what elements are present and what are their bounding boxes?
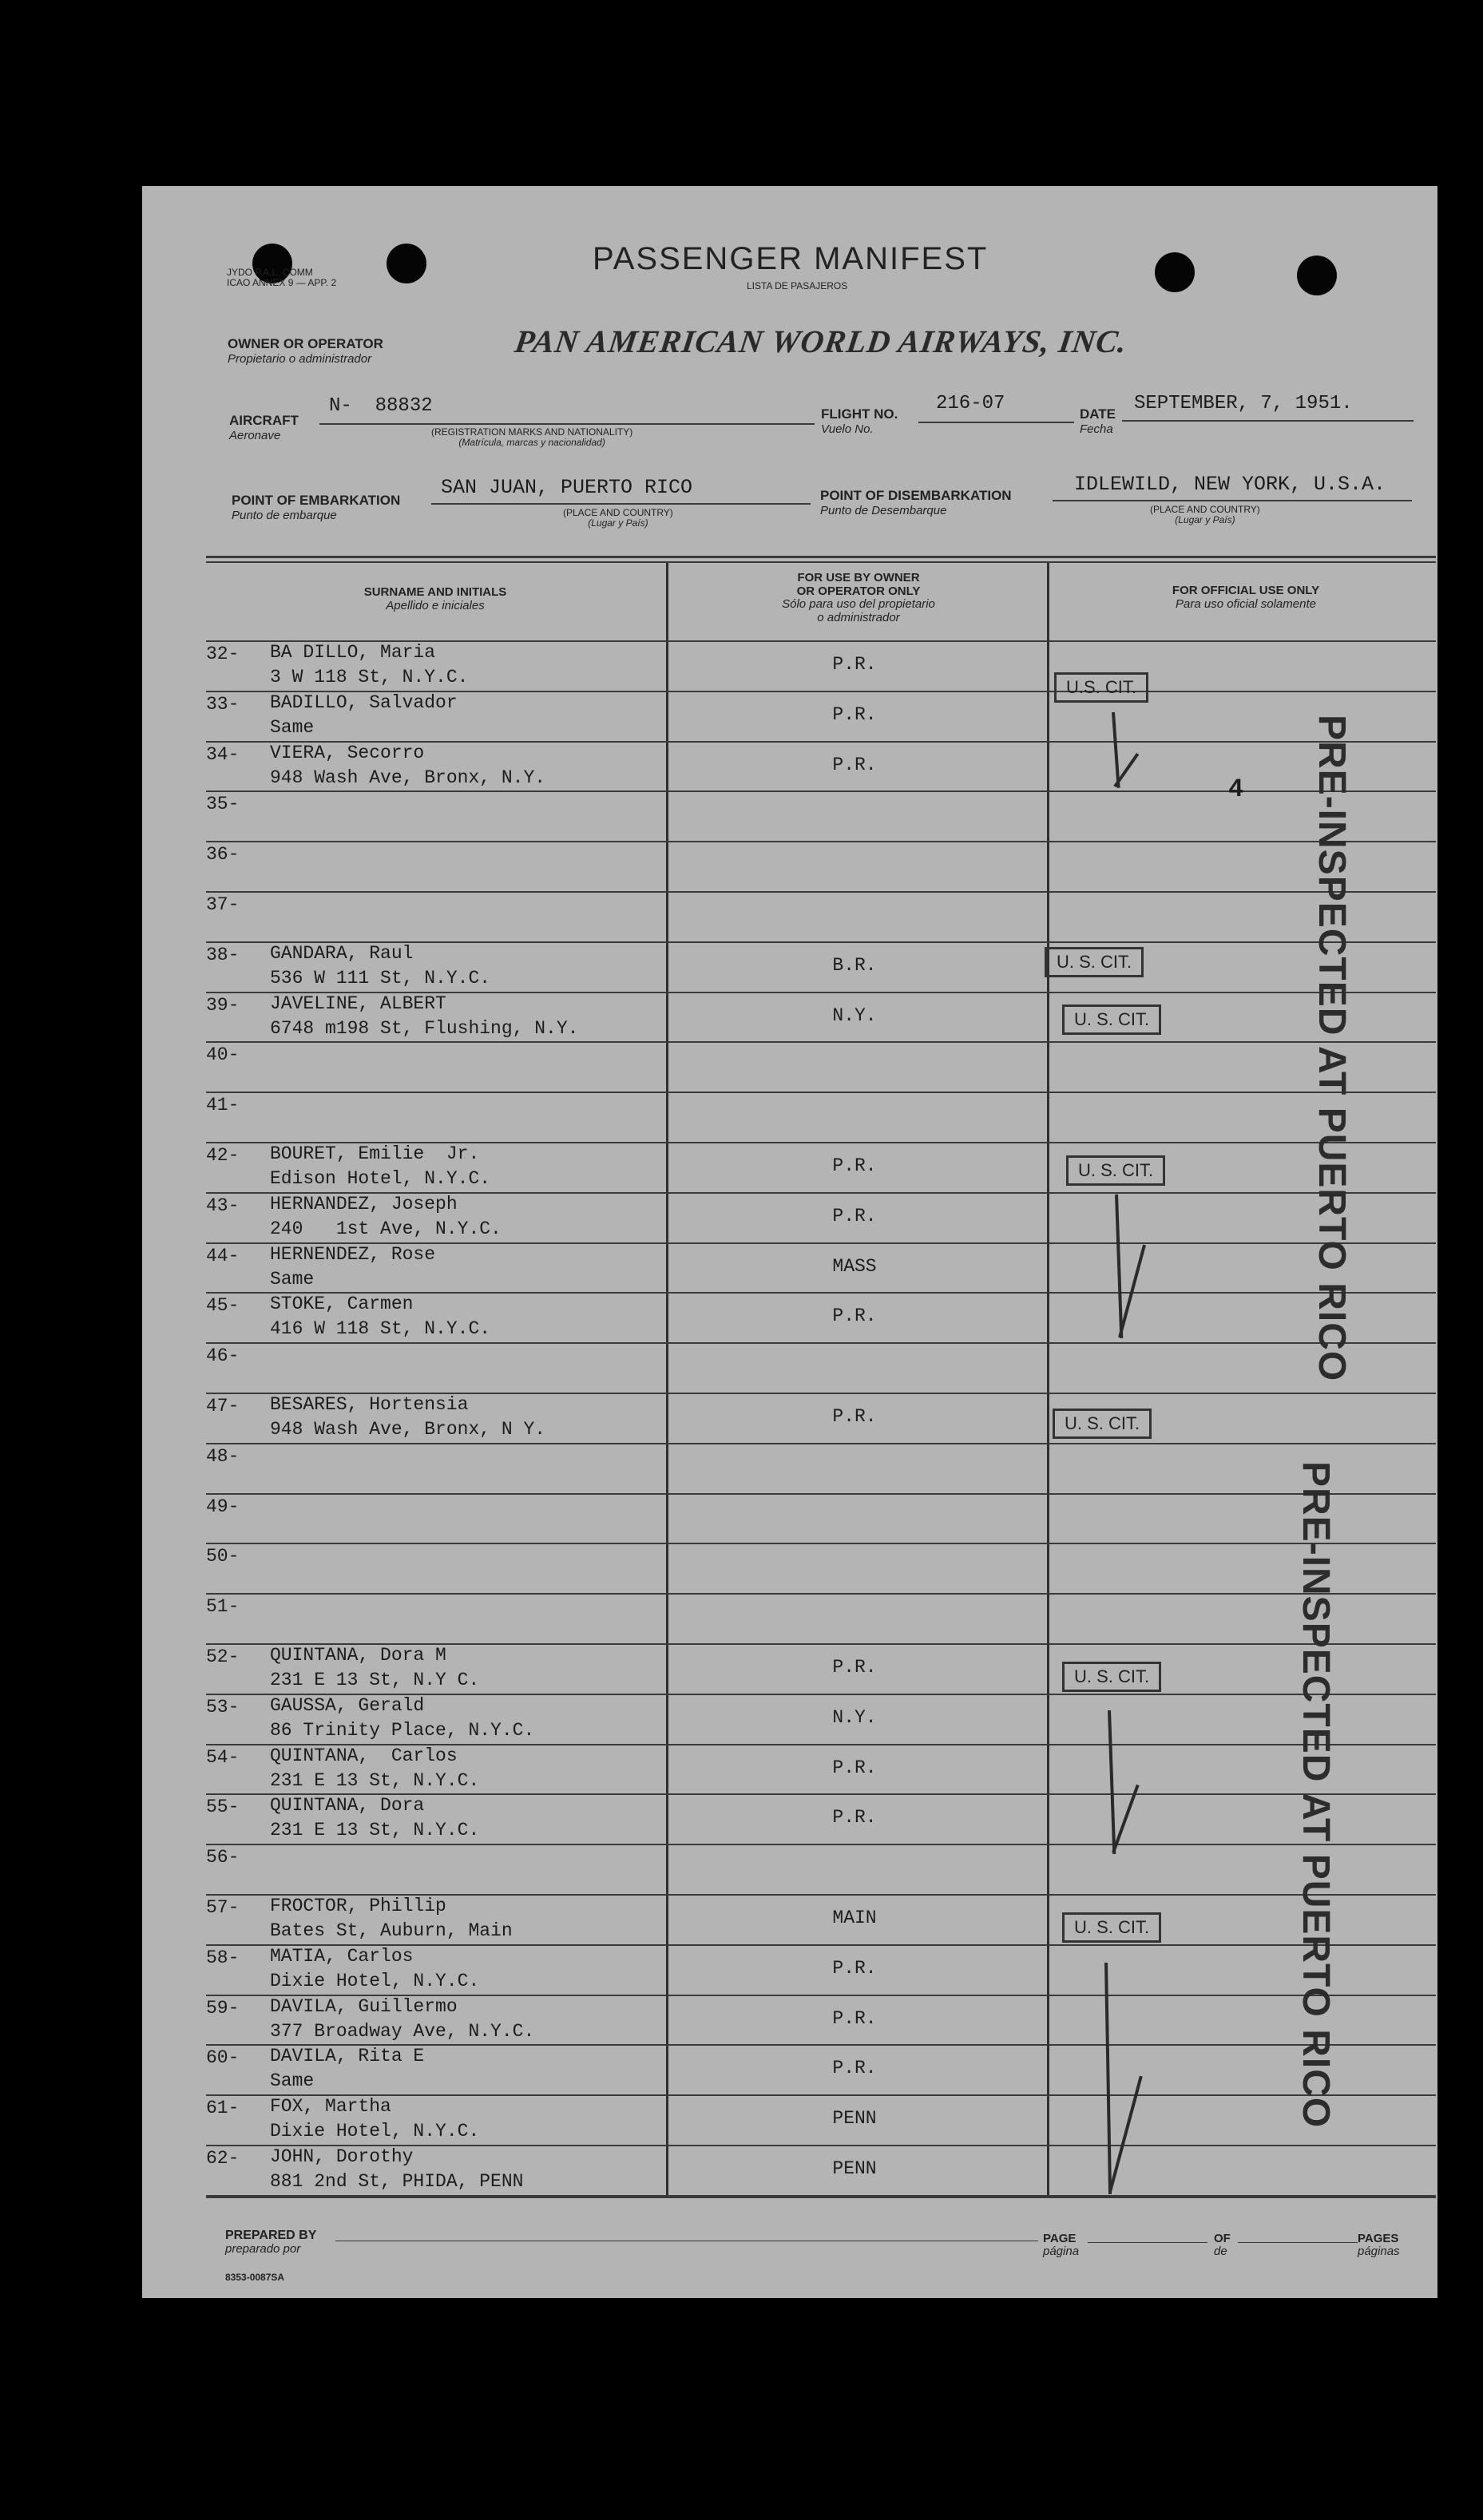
embark-underline [431, 503, 811, 505]
punch-hole-4 [1297, 256, 1337, 295]
passenger-address: Same [270, 717, 315, 738]
passenger-address: Same [270, 1269, 315, 1290]
punch-hole-3 [1155, 252, 1195, 292]
passenger-address: 231 E 13 St, N.Y.C. [270, 1770, 480, 1791]
operator-code: P.R. [832, 755, 877, 775]
embark-value: SAN JUAN, PUERTO RICO [441, 476, 693, 499]
pages-label-en: PAGES [1358, 2232, 1399, 2245]
passenger-address: Edison Hotel, N.Y.C. [270, 1168, 491, 1189]
row-number: 44- [206, 1246, 240, 1266]
row-number: 55- [206, 1797, 240, 1817]
passenger-address: Dixie Hotel, N.Y.C. [270, 1971, 480, 1991]
passenger-name: FOX, Martha [270, 2096, 391, 2117]
operator-code: P.R. [832, 654, 877, 675]
prepared-by-es: preparado por [225, 2241, 301, 2256]
row-number: 61- [206, 2098, 240, 2118]
flight-label [821, 407, 898, 436]
column-header-operator-es2: o administrador [817, 610, 900, 624]
flight-label-es: Vuelo No. [821, 422, 874, 436]
column-header-surname [303, 586, 567, 612]
passenger-address: 948 Wash Ave, Bronx, N Y. [270, 1419, 546, 1440]
table-bottom-rule [206, 2196, 1436, 2198]
operator-code: P.R. [832, 2058, 877, 2078]
aircraft-note-es: (Matrícula, marcas y nacionalidad) [458, 437, 605, 449]
operator-code: MAIN [832, 1908, 877, 1928]
icao-reference [227, 267, 336, 288]
page-underline [1088, 2242, 1207, 2243]
passenger-name: JAVELINE, ALBERT [270, 993, 446, 1014]
operator-code: P.R. [832, 1958, 877, 1979]
date-label [1080, 407, 1116, 436]
row-number: 36- [206, 844, 240, 865]
row-number: 51- [206, 1596, 240, 1617]
passenger-address: 86 Trinity Place, N.Y.C. [270, 1720, 535, 1741]
row-number: 39- [206, 995, 240, 1016]
disembark-value: IDLEWILD, NEW YORK, U.S.A. [1074, 473, 1386, 496]
disembark-label [820, 489, 1012, 517]
us-citizen-stamp: U. S. CIT. [1053, 1409, 1152, 1439]
us-citizen-stamp: U. S. CIT. [1062, 1912, 1161, 1943]
row-rule [206, 841, 1436, 842]
row-rule [206, 1493, 1436, 1495]
operator-code: P.R. [832, 2008, 877, 2029]
row-number: 59- [206, 1998, 240, 2019]
row-rule [206, 1443, 1436, 1444]
row-number: 42- [206, 1145, 240, 1166]
column-divider-2 [1047, 563, 1049, 2196]
us-citizen-stamp: U.S. CIT. [1054, 672, 1148, 703]
aircraft-note-en: (REGISTRATION MARKS AND NATIONALITY) [431, 426, 633, 438]
operator-code: N.Y. [832, 1707, 877, 1728]
passenger-name: HERNENDEZ, Rose [270, 1244, 436, 1265]
flight-underline [918, 422, 1074, 423]
operator-code: MASS [832, 1256, 877, 1277]
page-label [1043, 2233, 1079, 2258]
passenger-name: BESARES, Hortensia [270, 1394, 469, 1415]
date-label-es: Fecha [1080, 422, 1113, 436]
row-number: 57- [206, 1897, 240, 1918]
passenger-name: BADILLO, Salvador [270, 692, 458, 713]
row-number: 54- [206, 1747, 240, 1768]
operator-code: PENN [832, 2108, 877, 2129]
us-citizen-stamp: U. S. CIT. [1045, 947, 1144, 977]
table-top-rule [206, 556, 1436, 558]
row-number: 56- [206, 1847, 240, 1868]
row-number: 46- [206, 1345, 240, 1366]
passenger-address: 416 W 118 St, N.Y.C. [270, 1318, 491, 1339]
embark-note-es: (Lugar y País) [588, 517, 648, 529]
embark-label-es: Punto de embarque [232, 508, 337, 522]
column-header-operator-l2: OR OPERATOR ONLY [796, 584, 921, 598]
column-header-operator-l1: FOR USE BY OWNER [797, 571, 920, 584]
aircraft-value: N- 88832 [329, 395, 433, 417]
row-number: 34- [206, 744, 240, 765]
flight-value: 216-07 [936, 393, 1005, 414]
passenger-address: Bates St, Auburn, Main [270, 1920, 513, 1941]
row-number: 33- [206, 694, 240, 715]
passenger-address: 3 W 118 St, N.Y.C. [270, 667, 469, 687]
date-value: SEPTEMBER, 7, 1951. [1134, 393, 1353, 414]
row-number: 38- [206, 945, 240, 965]
passenger-address: 6748 m198 St, Flushing, N.Y. [270, 1018, 579, 1039]
embark-note [563, 508, 673, 529]
passenger-name: QUINTANA, Dora M [270, 1645, 446, 1666]
operator-name: PAN AMERICAN WORLD AIRWAYS, INC. [512, 323, 1130, 359]
of-label [1214, 2233, 1231, 2258]
page-title: PASSENGER MANIFEST [593, 241, 989, 276]
row-rule [206, 1041, 1436, 1043]
row-rule [206, 1543, 1436, 1544]
of-label-es: de [1214, 2244, 1227, 2258]
passenger-name: DAVILA, Rita E [270, 2046, 425, 2066]
operator-code: N.Y. [832, 1005, 877, 1026]
passenger-name: QUINTANA, Dora [270, 1795, 425, 1816]
column-header-official-es: Para uso oficial solamente [1176, 596, 1316, 611]
disembark-label-es: Punto de Desembarque [820, 503, 947, 517]
of-underline [1238, 2242, 1358, 2243]
row-number: 43- [206, 1195, 240, 1216]
passenger-address: 948 Wash Ave, Bronx, N.Y. [270, 767, 546, 788]
row-number: 60- [206, 2047, 240, 2068]
column-header-operator [719, 572, 998, 624]
operator-code: P.R. [832, 1657, 877, 1678]
disembark-note-en: (PLACE AND COUNTRY) [1150, 504, 1260, 515]
operator-code: P.R. [832, 1155, 877, 1176]
date-label-en: DATE [1080, 406, 1116, 422]
passenger-name: STOKE, Carmen [270, 1294, 414, 1314]
aircraft-label-en: AIRCRAFT [229, 413, 299, 428]
operator-code: P.R. [832, 704, 877, 725]
passenger-name: MATIA, Carlos [270, 1946, 414, 1967]
page-label-es: página [1043, 2244, 1080, 2258]
operator-code: P.R. [832, 1306, 877, 1326]
us-citizen-stamp: U. S. CIT. [1062, 1662, 1161, 1692]
pages-label [1358, 2233, 1400, 2258]
row-number: 32- [206, 644, 240, 664]
row-rule [206, 1593, 1436, 1595]
column-header-surname-en: SURNAME AND INITIALS [363, 585, 507, 599]
aircraft-label [229, 414, 299, 442]
disembark-note [1150, 505, 1260, 525]
column-header-operator-es1: Sólo para uso del propietario [782, 597, 935, 611]
embark-note-en: (PLACE AND COUNTRY) [563, 507, 673, 518]
row-number: 53- [206, 1697, 240, 1718]
row-number: 47- [206, 1396, 240, 1417]
handwritten-mark: 4 [1228, 775, 1244, 804]
row-number: 45- [206, 1295, 240, 1316]
date-underline [1122, 420, 1414, 422]
embark-label [232, 493, 400, 522]
page-label-en: PAGE [1043, 2232, 1077, 2245]
column-divider-1 [666, 563, 668, 2196]
column-header-surname-es: Apellido e iniciales [386, 598, 485, 612]
flight-label-en: FLIGHT NO. [821, 406, 898, 422]
passenger-name: QUINTANA, Carlos [270, 1745, 458, 1766]
owner-label-en: OWNER OR OPERATOR [228, 336, 383, 351]
passenger-name: BOURET, Emilie Jr. [270, 1143, 480, 1164]
row-number: 58- [206, 1947, 240, 1968]
passenger-name: HERNANDEZ, Joseph [270, 1194, 458, 1214]
row-number: 62- [206, 2148, 240, 2169]
punch-hole-2 [387, 244, 426, 283]
passenger-address: 231 E 13 St, N.Y.C. [270, 1820, 480, 1840]
owner-label [228, 337, 383, 366]
disembark-note-es: (Lugar y País) [1175, 514, 1235, 526]
pages-label-es: páginas [1358, 2244, 1400, 2258]
us-citizen-stamp: U. S. CIT. [1066, 1155, 1165, 1186]
column-header-official-en: FOR OFFICIAL USE ONLY [1172, 584, 1320, 597]
operator-code: P.R. [832, 1757, 877, 1778]
prepared-by-label [225, 2229, 316, 2257]
passenger-address: 881 2nd St, PHIDA, PENN [270, 2171, 524, 2192]
row-number: 48- [206, 1446, 240, 1467]
aircraft-label-es: Aeronave [229, 428, 281, 442]
passenger-name: DAVILA, Guillermo [270, 1996, 458, 2017]
row-rule [206, 891, 1436, 893]
row-number: 50- [206, 1546, 240, 1567]
operator-code: P.R. [832, 1406, 877, 1427]
passenger-name: VIERA, Secorro [270, 743, 425, 763]
operator-code: PENN [832, 2158, 877, 2179]
form-number: 8353-0087SA [225, 2272, 285, 2283]
row-rule [206, 1342, 1436, 1344]
passenger-address: 231 E 13 St, N.Y C. [270, 1670, 480, 1690]
icao-line-2: ICAO ANNEX 9 — APP. 2 [227, 277, 337, 289]
prepared-by-en: PREPARED BY [225, 2229, 317, 2242]
passenger-name: GANDARA, Raul [270, 943, 414, 964]
row-number: 37- [206, 894, 240, 915]
passenger-address: 536 W 111 St, N.Y.C. [270, 968, 491, 989]
row-number: 52- [206, 1646, 240, 1667]
us-citizen-stamp: U. S. CIT. [1062, 1004, 1161, 1035]
passenger-address: 240 1st Ave, N.Y.C. [270, 1218, 502, 1239]
passenger-name: JOHN, Dorothy [270, 2146, 414, 2167]
row-number: 41- [206, 1095, 240, 1115]
row-rule [206, 1092, 1436, 1093]
aircraft-underline [319, 423, 815, 425]
embark-label-en: POINT OF EMBARKATION [232, 493, 401, 508]
table-top-rule-2 [206, 561, 1436, 563]
column-header-official [1094, 584, 1398, 611]
passenger-name: FROCTOR, Phillip [270, 1896, 446, 1916]
aircraft-note [431, 427, 632, 448]
passenger-address: Same [270, 2070, 315, 2091]
passenger-address: 377 Broadway Ave, N.Y.C. [270, 2021, 535, 2042]
row-number: 35- [206, 794, 240, 814]
passenger-name: BA DILLO, Maria [270, 642, 436, 663]
disembark-underline [1053, 500, 1412, 501]
pre-inspected-stamp: PRE-INSPECTED AT PUERTO RICO [1311, 715, 1353, 1382]
operator-code: P.R. [832, 1206, 877, 1226]
row-number: 40- [206, 1044, 240, 1065]
operator-code: B.R. [832, 955, 877, 976]
disembark-label-en: POINT OF DISEMBARKATION [820, 488, 1012, 503]
row-rule [206, 1844, 1436, 1845]
pre-inspected-stamp: PRE-INSPECTED AT PUERTO RICO [1295, 1461, 1337, 2129]
operator-code: P.R. [832, 1807, 877, 1828]
page-title-es: LISTA DE PASAJEROS [747, 280, 848, 291]
passenger-address: Dixie Hotel, N.Y.C. [270, 2121, 480, 2142]
of-label-en: OF [1214, 2232, 1231, 2245]
row-rule [206, 790, 1436, 792]
owner-label-es: Propietario o administrador [228, 351, 372, 366]
icao-line-1: JYDO P.A.L. COMM [227, 267, 313, 278]
passenger-name: GAUSSA, Gerald [270, 1695, 425, 1716]
row-number: 49- [206, 1496, 240, 1517]
